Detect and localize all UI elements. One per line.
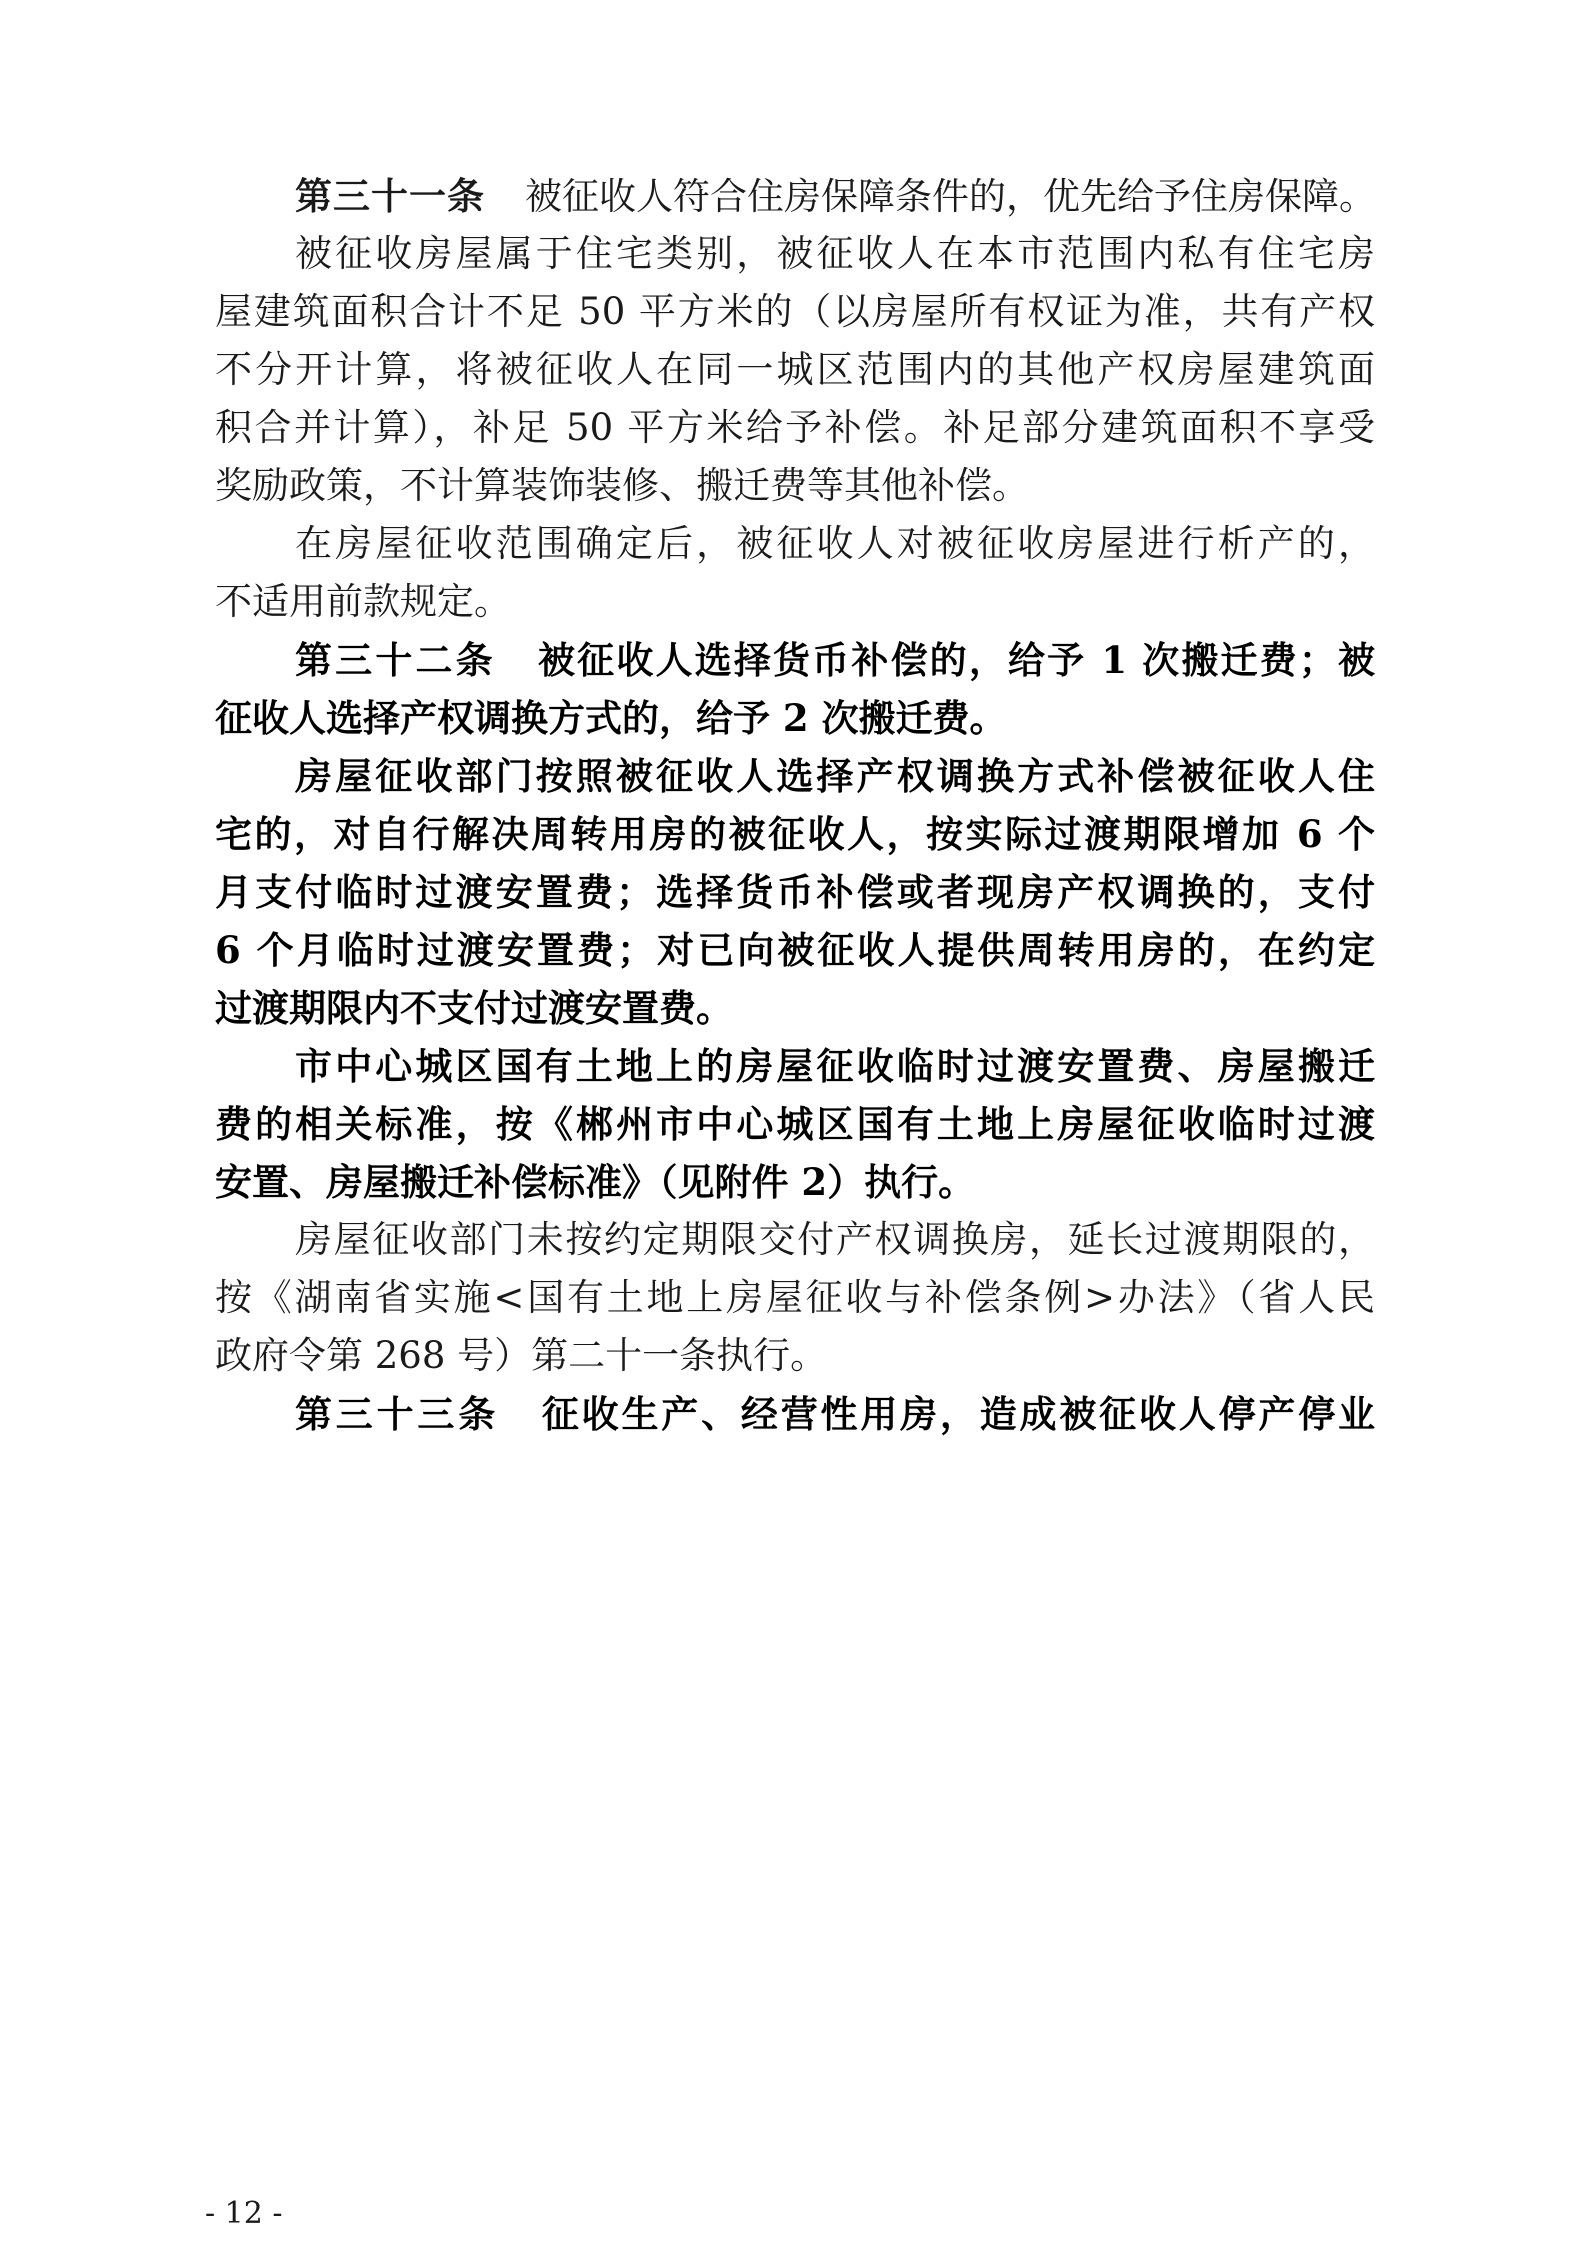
article-31-heading: 第三十一条 — [295, 174, 485, 218]
paragraph-line: 在房屋征收范围确定后，被征收人对被征收房屋进行析产的， — [295, 522, 1375, 565]
paragraph-line: 征收人选择产权调换方式的，给予 2 次搬迁费。 — [215, 696, 1007, 740]
paragraph-line: 不适用前款规定。 — [215, 580, 511, 623]
paragraph-line: 房屋征收部门按照被征收人选择产权调换方式补偿被征收人住 — [295, 754, 1375, 798]
article-32-heading: 第三十二条 — [295, 638, 496, 682]
paragraph-line: 房屋征收部门未按约定期限交付产权调换房，延长过渡期限的， — [295, 1218, 1375, 1261]
paragraph-line: 屋建筑面积合计不足 50 平方米的（以房屋所有权证为准，共有产权 — [215, 290, 1375, 333]
paragraph-line: 过渡期限内不支付过渡安置费。 — [215, 986, 733, 1030]
paragraph-line: 不分开计算，将被征收人在同一城区范围内的其他产权房屋建筑面 — [215, 348, 1375, 391]
paragraph-line: 奖励政策，不计算装饰装修、搬迁费等其他补偿。 — [215, 464, 1029, 507]
article-33-heading: 第三十三条 — [295, 1392, 500, 1436]
paragraph-line: 6 个月临时过渡安置费；对已向被征收人提供周转用房的，在约定 — [215, 928, 1375, 972]
article-32-first-line — [295, 638, 1375, 682]
paragraph-line: 积合并计算），补足 50 平方米给予补偿。补足部分建筑面积不享受 — [215, 406, 1375, 449]
page-number: - 12 - — [205, 2196, 283, 2231]
paragraph-line: 费的相关标准，按《郴州市中心城区国有土地上房屋征收临时过渡 — [215, 1102, 1375, 1146]
article-32-text: 被征收人选择货币补偿的，给予 1 次搬迁费；被 — [535, 638, 1376, 682]
paragraph-line: 市中心城区国有土地上的房屋征收临时过渡安置费、房屋搬迁 — [295, 1044, 1375, 1088]
article-31-first-line — [295, 174, 1375, 218]
article-33-text: 征收生产、经营性用房，造成被征收人停产停业 — [539, 1392, 1376, 1436]
paragraph-line: 被征收房屋属于住宅类别，被征收人在本市范围内私有住宅房 — [295, 232, 1375, 275]
paragraph-line: 安置、房屋搬迁补偿标准》（见附件 2）执行。 — [215, 1160, 976, 1204]
paragraph-line: 月支付临时过渡安置费；选择货币补偿或者现房产权调换的，支付 — [215, 870, 1375, 914]
article-33-first-line — [295, 1392, 1375, 1436]
paragraph-line: 政府令第 268 号）第二十一条执行。 — [215, 1334, 828, 1377]
paragraph-line: 宅的，对自行解决周转用房的被征收人，按实际过渡期限增加 6 个 — [215, 812, 1375, 856]
paragraph-line: 按《湖南省实施<国有土地上房屋征收与补偿条例>办法》（省人民 — [215, 1276, 1375, 1319]
article-31-text: 被征收人符合住房保障条件的，优先给予住房保障。 — [525, 175, 1376, 218]
